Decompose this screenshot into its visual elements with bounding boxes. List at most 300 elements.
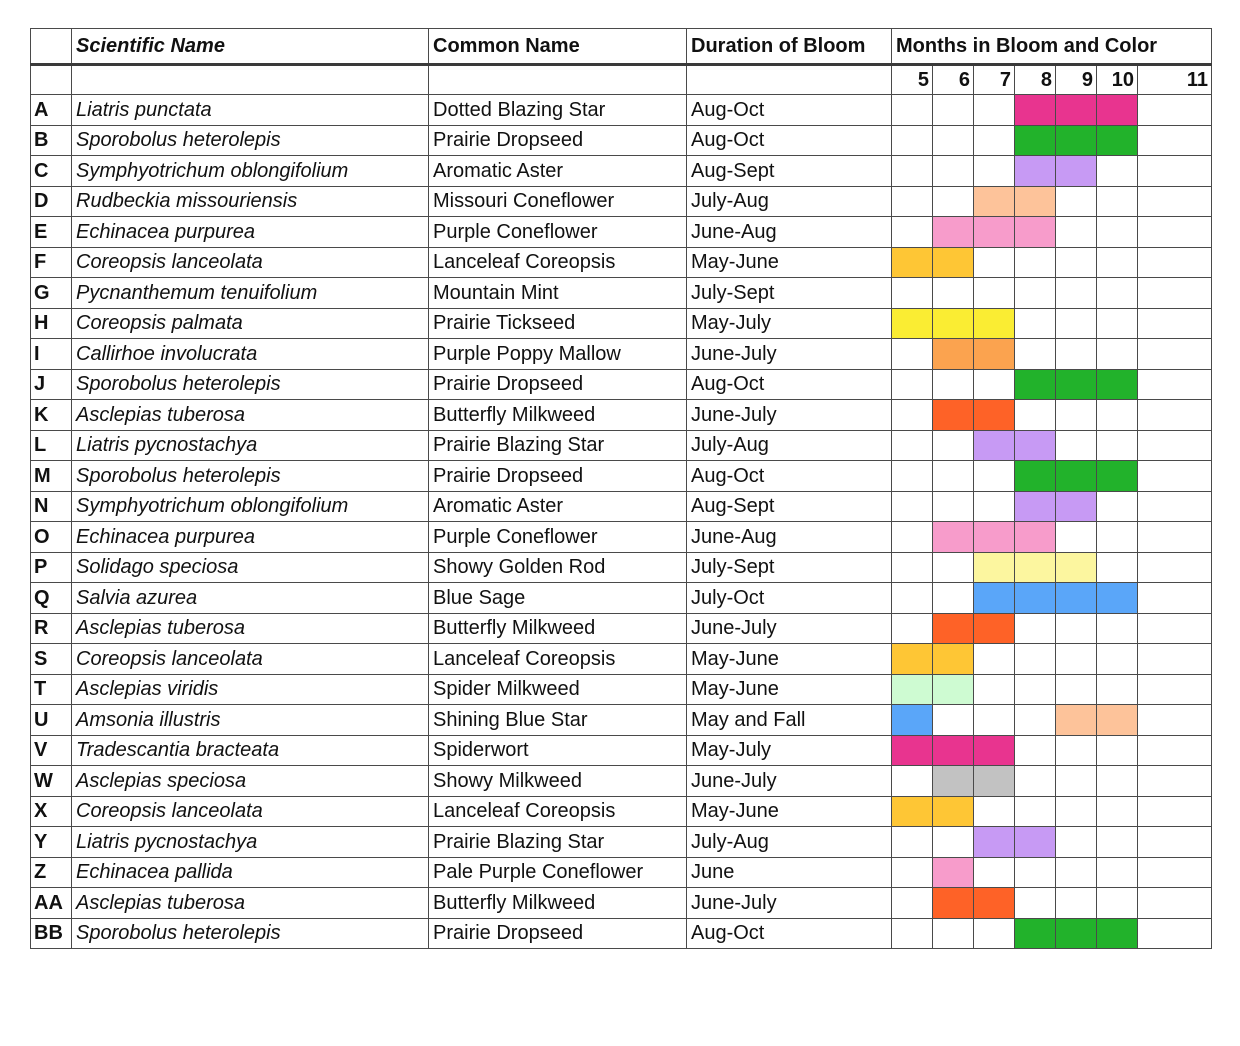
bloom-cell-month-10 [1097, 400, 1138, 431]
bloom-cell-month-7 [974, 644, 1015, 675]
bloom-cell-month-10 [1097, 796, 1138, 827]
table-row [31, 735, 1212, 766]
scientific-name-cell: Asclepias tuberosa [72, 888, 429, 919]
bloom-cell-month-6 [933, 888, 974, 919]
bloom-cell-month-6 [933, 491, 974, 522]
common-name-cell: Dotted Blazing Star [429, 95, 687, 126]
table-row [31, 400, 1212, 431]
bloom-cell-month-5 [892, 674, 933, 705]
scientific-name-cell: Coreopsis lanceolata [72, 644, 429, 675]
bloom-cell-month-6 [933, 857, 974, 888]
bloom-cell-month-6 [933, 522, 974, 553]
bloom-cell-month-11 [1138, 217, 1212, 248]
bloom-cell-month-9 [1056, 156, 1097, 187]
common-name-cell: Purple Coneflower [429, 522, 687, 553]
bloom-cell-month-5 [892, 583, 933, 614]
bloom-cell-month-9 [1056, 613, 1097, 644]
bloom-cell-month-10 [1097, 95, 1138, 126]
duration-cell: June-July [687, 613, 892, 644]
row-id: BB [31, 918, 72, 949]
bloom-cell-month-7 [974, 461, 1015, 492]
bloom-cell-month-5 [892, 308, 933, 339]
bloom-cell-month-10 [1097, 186, 1138, 217]
bloom-cell-month-8 [1015, 186, 1056, 217]
bloom-cell-month-7 [974, 369, 1015, 400]
bloom-cell-month-9 [1056, 522, 1097, 553]
bloom-cell-month-9 [1056, 766, 1097, 797]
duration-cell: July-Aug [687, 827, 892, 858]
bloom-cell-month-9 [1056, 461, 1097, 492]
common-name-cell: Butterfly Milkweed [429, 613, 687, 644]
bloom-cell-month-6 [933, 156, 974, 187]
header-duration: Duration of Bloom [687, 29, 892, 65]
scientific-name-cell: Salvia azurea [72, 583, 429, 614]
duration-cell: June-Aug [687, 522, 892, 553]
scientific-name-cell: Asclepias speciosa [72, 766, 429, 797]
row-id: A [31, 95, 72, 126]
scientific-name-cell: Asclepias tuberosa [72, 613, 429, 644]
bloom-cell-month-6 [933, 705, 974, 736]
bloom-cell-month-7 [974, 186, 1015, 217]
bloom-cell-month-8 [1015, 918, 1056, 949]
scientific-name-cell: Liatris pycnostachya [72, 827, 429, 858]
bloom-table [30, 28, 1212, 949]
bloom-cell-month-10 [1097, 278, 1138, 309]
bloom-cell-month-5 [892, 491, 933, 522]
bloom-cell-month-5 [892, 186, 933, 217]
duration-cell: May-June [687, 674, 892, 705]
bloom-cell-month-10 [1097, 339, 1138, 370]
bloom-cell-month-9 [1056, 369, 1097, 400]
duration-cell: June-July [687, 888, 892, 919]
common-name-cell: Prairie Dropseed [429, 369, 687, 400]
duration-cell: July-Aug [687, 430, 892, 461]
bloom-cell-month-8 [1015, 278, 1056, 309]
bloom-cell-month-6 [933, 95, 974, 126]
bloom-cell-month-10 [1097, 369, 1138, 400]
scientific-name-cell: Echinacea purpurea [72, 217, 429, 248]
month-header-7: 7 [974, 65, 1015, 95]
bloom-cell-month-7 [974, 918, 1015, 949]
bloom-cell-month-11 [1138, 430, 1212, 461]
row-id: J [31, 369, 72, 400]
bloom-cell-month-6 [933, 613, 974, 644]
table-row [31, 95, 1212, 126]
bloom-cell-month-11 [1138, 705, 1212, 736]
header-months-in-bloom: Months in Bloom and Color [892, 29, 1212, 65]
bloom-cell-month-10 [1097, 827, 1138, 858]
common-name-cell: Spiderwort [429, 735, 687, 766]
bloom-cell-month-5 [892, 705, 933, 736]
table-row [31, 430, 1212, 461]
header-common-name: Common Name [429, 29, 687, 65]
bloom-cell-month-10 [1097, 674, 1138, 705]
bloom-cell-month-11 [1138, 95, 1212, 126]
row-id: AA [31, 888, 72, 919]
bloom-cell-month-7 [974, 674, 1015, 705]
table-row [31, 247, 1212, 278]
blank-cell [31, 65, 72, 95]
bloom-cell-month-9 [1056, 247, 1097, 278]
scientific-name-cell: Coreopsis palmata [72, 308, 429, 339]
bloom-cell-month-10 [1097, 644, 1138, 675]
row-id: I [31, 339, 72, 370]
bloom-cell-month-9 [1056, 278, 1097, 309]
duration-cell: June [687, 857, 892, 888]
scientific-name-cell: Liatris pycnostachya [72, 430, 429, 461]
month-header-5: 5 [892, 65, 933, 95]
common-name-cell: Prairie Dropseed [429, 125, 687, 156]
table-row [31, 491, 1212, 522]
scientific-name-cell: Amsonia illustris [72, 705, 429, 736]
row-id: U [31, 705, 72, 736]
bloom-cell-month-11 [1138, 583, 1212, 614]
bloom-cell-month-9 [1056, 918, 1097, 949]
bloom-cell-month-7 [974, 217, 1015, 248]
bloom-cell-month-11 [1138, 278, 1212, 309]
bloom-cell-month-8 [1015, 735, 1056, 766]
table-row [31, 186, 1212, 217]
bloom-cell-month-5 [892, 918, 933, 949]
bloom-cell-month-7 [974, 400, 1015, 431]
bloom-cell-month-6 [933, 796, 974, 827]
table-row [31, 705, 1212, 736]
duration-cell: Aug-Oct [687, 369, 892, 400]
row-id: S [31, 644, 72, 675]
table-row [31, 552, 1212, 583]
common-name-cell: Showy Golden Rod [429, 552, 687, 583]
blank-cell [72, 65, 429, 95]
bloom-cell-month-9 [1056, 644, 1097, 675]
blank-cell [687, 65, 892, 95]
duration-cell: Aug-Sept [687, 156, 892, 187]
bloom-cell-month-11 [1138, 400, 1212, 431]
table-row [31, 583, 1212, 614]
bloom-cell-month-8 [1015, 400, 1056, 431]
bloom-cell-month-5 [892, 217, 933, 248]
bloom-cell-month-9 [1056, 796, 1097, 827]
row-id: M [31, 461, 72, 492]
table-row [31, 888, 1212, 919]
bloom-cell-month-8 [1015, 644, 1056, 675]
duration-cell: May-July [687, 308, 892, 339]
scientific-name-cell: Rudbeckia missouriensis [72, 186, 429, 217]
bloom-cell-month-8 [1015, 247, 1056, 278]
duration-cell: May-June [687, 247, 892, 278]
bloom-cell-month-6 [933, 247, 974, 278]
bloom-cell-month-9 [1056, 705, 1097, 736]
bloom-cell-month-11 [1138, 369, 1212, 400]
row-id: E [31, 217, 72, 248]
bloom-cell-month-8 [1015, 430, 1056, 461]
table-row [31, 278, 1212, 309]
duration-cell: July-Sept [687, 552, 892, 583]
table-body [31, 95, 1212, 949]
row-id: Y [31, 827, 72, 858]
month-number-row [31, 65, 1212, 95]
common-name-cell: Pale Purple Coneflower [429, 857, 687, 888]
bloom-cell-month-10 [1097, 705, 1138, 736]
bloom-cell-month-8 [1015, 95, 1056, 126]
bloom-cell-month-6 [933, 339, 974, 370]
duration-cell: Aug-Oct [687, 125, 892, 156]
scientific-name-cell: Symphyotrichum oblongifolium [72, 491, 429, 522]
row-id: H [31, 308, 72, 339]
bloom-cell-month-9 [1056, 430, 1097, 461]
bloom-cell-month-9 [1056, 217, 1097, 248]
month-header-9: 9 [1056, 65, 1097, 95]
bloom-cell-month-7 [974, 857, 1015, 888]
bloom-cell-month-5 [892, 735, 933, 766]
bloom-cell-month-7 [974, 735, 1015, 766]
row-id: F [31, 247, 72, 278]
row-id: W [31, 766, 72, 797]
duration-cell: May-June [687, 796, 892, 827]
row-id: G [31, 278, 72, 309]
bloom-cell-month-6 [933, 735, 974, 766]
common-name-cell: Spider Milkweed [429, 674, 687, 705]
scientific-name-cell: Sporobolus heterolepis [72, 369, 429, 400]
common-name-cell: Prairie Blazing Star [429, 430, 687, 461]
table-row [31, 125, 1212, 156]
bloom-cell-month-8 [1015, 308, 1056, 339]
scientific-name-cell: Pycnanthemum tenuifolium [72, 278, 429, 309]
bloom-cell-month-8 [1015, 888, 1056, 919]
common-name-cell: Prairie Tickseed [429, 308, 687, 339]
duration-cell: Aug-Sept [687, 491, 892, 522]
scientific-name-cell: Callirhoe involucrata [72, 339, 429, 370]
bloom-cell-month-7 [974, 766, 1015, 797]
bloom-cell-month-5 [892, 156, 933, 187]
month-header-6: 6 [933, 65, 974, 95]
table-row [31, 217, 1212, 248]
duration-cell: Aug-Oct [687, 95, 892, 126]
duration-cell: May and Fall [687, 705, 892, 736]
bloom-cell-month-8 [1015, 552, 1056, 583]
bloom-cell-month-6 [933, 369, 974, 400]
row-id: L [31, 430, 72, 461]
table-row [31, 918, 1212, 949]
blank-cell [429, 65, 687, 95]
month-header-11: 11 [1138, 65, 1212, 95]
bloom-cell-month-6 [933, 461, 974, 492]
bloom-cell-month-11 [1138, 461, 1212, 492]
bloom-cell-month-9 [1056, 400, 1097, 431]
bloom-cell-month-6 [933, 583, 974, 614]
duration-cell: May-June [687, 644, 892, 675]
bloom-cell-month-9 [1056, 491, 1097, 522]
table-row [31, 156, 1212, 187]
bloom-cell-month-9 [1056, 888, 1097, 919]
scientific-name-cell: Sporobolus heterolepis [72, 125, 429, 156]
bloom-cell-month-6 [933, 644, 974, 675]
table-row [31, 857, 1212, 888]
row-id: C [31, 156, 72, 187]
bloom-cell-month-5 [892, 339, 933, 370]
bloom-cell-month-8 [1015, 369, 1056, 400]
common-name-cell: Butterfly Milkweed [429, 400, 687, 431]
bloom-cell-month-8 [1015, 857, 1056, 888]
bloom-cell-month-11 [1138, 735, 1212, 766]
common-name-cell: Missouri Coneflower [429, 186, 687, 217]
row-id: Q [31, 583, 72, 614]
bloom-cell-month-5 [892, 827, 933, 858]
bloom-cell-month-5 [892, 430, 933, 461]
bloom-cell-month-10 [1097, 156, 1138, 187]
common-name-cell: Aromatic Aster [429, 491, 687, 522]
bloom-cell-month-10 [1097, 888, 1138, 919]
row-id: R [31, 613, 72, 644]
bloom-cell-month-11 [1138, 888, 1212, 919]
table-row [31, 674, 1212, 705]
table-row [31, 827, 1212, 858]
common-name-cell: Lanceleaf Coreopsis [429, 644, 687, 675]
bloom-cell-month-5 [892, 796, 933, 827]
bloom-cell-month-9 [1056, 339, 1097, 370]
duration-cell: June-July [687, 766, 892, 797]
scientific-name-cell: Tradescantia bracteata [72, 735, 429, 766]
bloom-cell-month-5 [892, 95, 933, 126]
bloom-cell-month-11 [1138, 857, 1212, 888]
bloom-cell-month-6 [933, 308, 974, 339]
scientific-name-cell: Asclepias viridis [72, 674, 429, 705]
scientific-name-cell: Solidago speciosa [72, 552, 429, 583]
bloom-cell-month-9 [1056, 552, 1097, 583]
bloom-cell-month-7 [974, 827, 1015, 858]
duration-cell: May-July [687, 735, 892, 766]
bloom-cell-month-9 [1056, 674, 1097, 705]
bloom-cell-month-5 [892, 644, 933, 675]
bloom-cell-month-10 [1097, 857, 1138, 888]
bloom-cell-month-8 [1015, 522, 1056, 553]
duration-cell: June-July [687, 339, 892, 370]
bloom-cell-month-5 [892, 857, 933, 888]
scientific-name-cell: Liatris punctata [72, 95, 429, 126]
row-id: Z [31, 857, 72, 888]
bloom-cell-month-11 [1138, 247, 1212, 278]
common-name-cell: Prairie Blazing Star [429, 827, 687, 858]
bloom-cell-month-11 [1138, 552, 1212, 583]
bloom-cell-month-11 [1138, 156, 1212, 187]
bloom-cell-month-10 [1097, 247, 1138, 278]
common-name-cell: Blue Sage [429, 583, 687, 614]
scientific-name-cell: Asclepias tuberosa [72, 400, 429, 431]
bloom-cell-month-5 [892, 888, 933, 919]
bloom-cell-month-6 [933, 125, 974, 156]
common-name-cell: Purple Coneflower [429, 217, 687, 248]
bloom-cell-month-7 [974, 339, 1015, 370]
row-id: T [31, 674, 72, 705]
bloom-cell-month-7 [974, 125, 1015, 156]
month-header-8: 8 [1015, 65, 1056, 95]
duration-cell: July-Sept [687, 278, 892, 309]
bloom-cell-month-7 [974, 796, 1015, 827]
table-row [31, 796, 1212, 827]
bloom-cell-month-9 [1056, 308, 1097, 339]
bloom-cell-month-7 [974, 308, 1015, 339]
bloom-cell-month-5 [892, 613, 933, 644]
scientific-name-cell: Echinacea pallida [72, 857, 429, 888]
duration-cell: Aug-Oct [687, 461, 892, 492]
bloom-cell-month-10 [1097, 125, 1138, 156]
bloom-cell-month-9 [1056, 857, 1097, 888]
common-name-cell: Shining Blue Star [429, 705, 687, 736]
bloom-cell-month-9 [1056, 827, 1097, 858]
bloom-cell-month-11 [1138, 644, 1212, 675]
bloom-cell-month-5 [892, 369, 933, 400]
bloom-cell-month-10 [1097, 491, 1138, 522]
bloom-cell-month-8 [1015, 339, 1056, 370]
bloom-cell-month-5 [892, 278, 933, 309]
bloom-cell-month-11 [1138, 125, 1212, 156]
bloom-cell-month-9 [1056, 735, 1097, 766]
bloom-cell-month-10 [1097, 918, 1138, 949]
bloom-cell-month-10 [1097, 552, 1138, 583]
common-name-cell: Aromatic Aster [429, 156, 687, 187]
bloom-cell-month-10 [1097, 522, 1138, 553]
bloom-cell-month-11 [1138, 827, 1212, 858]
common-name-cell: Butterfly Milkweed [429, 888, 687, 919]
table-row [31, 644, 1212, 675]
bloom-cell-month-10 [1097, 583, 1138, 614]
table-row [31, 461, 1212, 492]
bloom-cell-month-11 [1138, 522, 1212, 553]
bloom-cell-month-7 [974, 491, 1015, 522]
bloom-cell-month-9 [1056, 186, 1097, 217]
table-row [31, 522, 1212, 553]
bloom-cell-month-7 [974, 278, 1015, 309]
row-id: X [31, 796, 72, 827]
scientific-name-cell: Echinacea purpurea [72, 522, 429, 553]
bloom-cell-month-6 [933, 278, 974, 309]
common-name-cell: Prairie Dropseed [429, 461, 687, 492]
bloom-cell-month-6 [933, 552, 974, 583]
bloom-cell-month-11 [1138, 674, 1212, 705]
common-name-cell: Prairie Dropseed [429, 918, 687, 949]
common-name-cell: Mountain Mint [429, 278, 687, 309]
bloom-cell-month-5 [892, 552, 933, 583]
bloom-cell-month-8 [1015, 156, 1056, 187]
month-header-10: 10 [1097, 65, 1138, 95]
bloom-cell-month-8 [1015, 217, 1056, 248]
bloom-cell-month-5 [892, 766, 933, 797]
common-name-cell: Purple Poppy Mallow [429, 339, 687, 370]
row-id: V [31, 735, 72, 766]
bloom-cell-month-8 [1015, 796, 1056, 827]
scientific-name-cell: Symphyotrichum oblongifolium [72, 156, 429, 187]
bloom-cell-month-11 [1138, 766, 1212, 797]
duration-cell: June-July [687, 400, 892, 431]
bloom-cell-month-10 [1097, 430, 1138, 461]
bloom-cell-month-6 [933, 674, 974, 705]
bloom-cell-month-6 [933, 400, 974, 431]
row-id: D [31, 186, 72, 217]
row-id: P [31, 552, 72, 583]
duration-cell: July-Aug [687, 186, 892, 217]
bloom-cell-month-7 [974, 247, 1015, 278]
bloom-cell-month-6 [933, 186, 974, 217]
bloom-cell-month-7 [974, 583, 1015, 614]
common-name-cell: Lanceleaf Coreopsis [429, 247, 687, 278]
bloom-cell-month-11 [1138, 613, 1212, 644]
bloom-cell-month-7 [974, 95, 1015, 126]
table-row [31, 613, 1212, 644]
bloom-cell-month-7 [974, 705, 1015, 736]
bloom-cell-month-8 [1015, 827, 1056, 858]
bloom-cell-month-5 [892, 125, 933, 156]
header-scientific-name: Scientific Name [72, 29, 429, 65]
row-id: N [31, 491, 72, 522]
